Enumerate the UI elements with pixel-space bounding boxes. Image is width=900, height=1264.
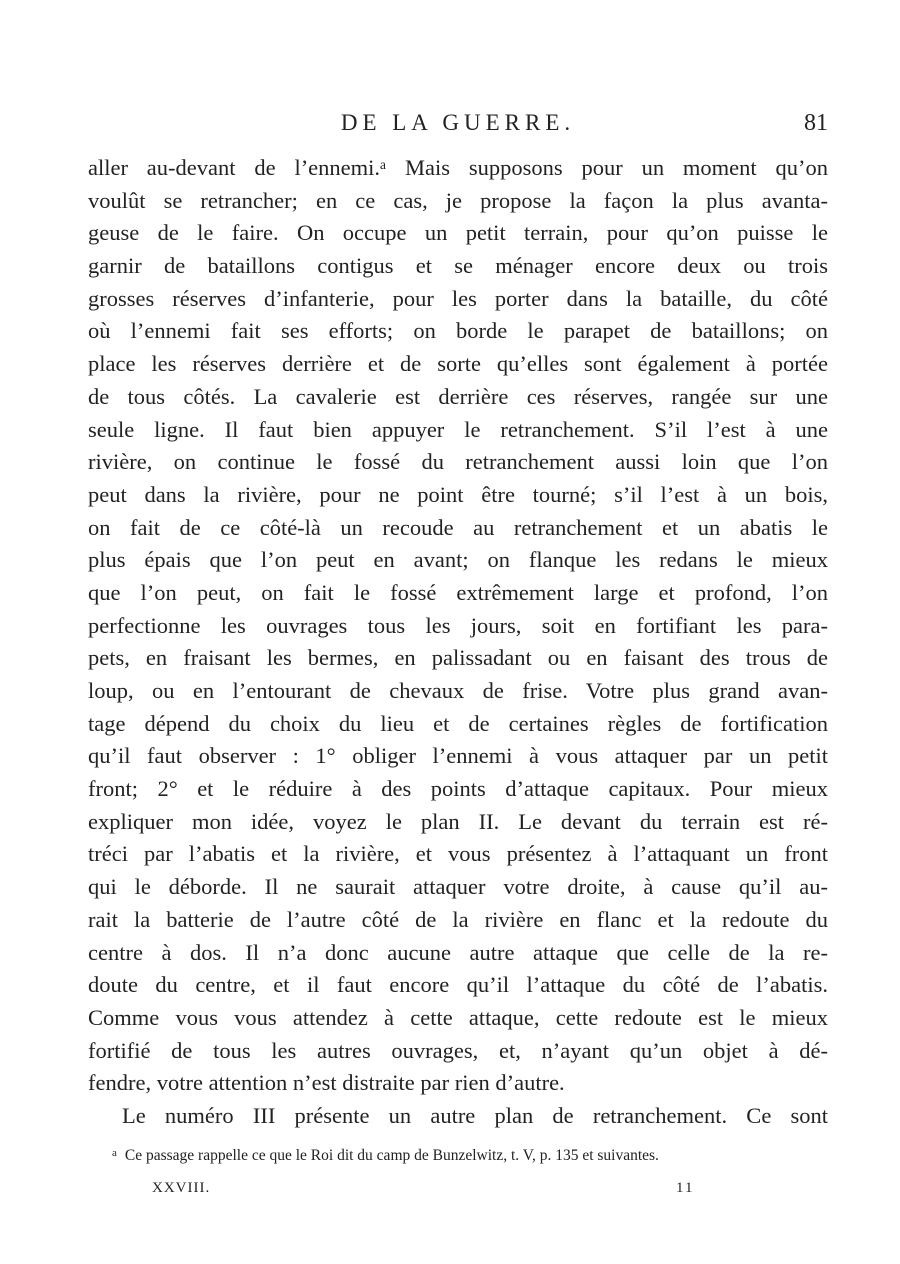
text-line: plus épais que l’on peut en avant; on flanque les redans le mieux [88,547,828,573]
text-line: geuse de le faire. On occupe un petit terrain, pour qu’on puisse le [88,220,828,246]
text-line: loup, ou en l’entourant de chevaux de frise. Votre plus grand avan- [88,678,828,703]
text-line: grosses réserves d’infanterie, pour les porter dans la bataille, du côté [88,285,828,311]
footnote-text: Ce passage rappelle ce que le Roi dit du camp de Bunzelwitz, t. V, p. 135 et suivantes. [124,1147,659,1164]
text-line: Comme vous vous attendez à cette attaque, cette redoute est le mieux [88,1004,828,1030]
text-line: voulût se retrancher; en ce cas, je propose la façon la plus avanta- [88,187,828,213]
text-line: peut dans la rivière, pour ne point être tourné; s’il l’est à un bois, [88,481,828,507]
text-line: perfectionne les ouvrages tous les jours, soit en fortifiant les para- [88,612,828,638]
text-line: rait la batterie de l’autre côté de la rivière en flanc et la redoute du [88,906,828,932]
text-line: tréci par l’abatis et la rivière, et vous présentez à l’attaquant un front [88,841,828,867]
text-line: garnir de bataillons contigus et se ménager encore deux ou trois [88,253,828,279]
text-line: centre à dos. Il n’a donc aucune autre attaque que celle de la re- [88,939,828,965]
text-line: front; 2° et le réduire à des points d’attaque capitaux. Pour mieux [88,776,828,802]
body-text [88,152,828,1133]
text-line: on fait de ce côté-là un recoude au retranchement et un abatis le [88,514,828,540]
text-line: aller au-devant de l’ennemi.ᵃ Mais supposons pour un moment qu’on [88,155,828,180]
page-header [88,108,828,142]
footnote-mark: a [112,1147,117,1159]
text-line: de tous côtés. La cavalerie est derrière ces réserves, rangée sur une [88,383,828,409]
text-line: qui le déborde. Il ne saurait attaquer votre droite, à cause qu’il au- [88,874,828,900]
text-line: expliquer mon idée, voyez le plan II. Le devant du terrain est ré- [88,808,828,834]
text-line: fortifié de tous les autres ouvrages, et, n’ayant qu’un objet à dé- [88,1037,828,1063]
text-line-paragraph-start: Le numéro III présente un autre plan de retranchement. Ce sont [122,1102,828,1128]
running-title: DE LA GUERRE. [340,110,576,135]
page-number: 81 [804,110,828,136]
volume-signature: XXVIII. [152,1180,211,1196]
text-line: tage dépend du choix du lieu et de certaines règles de fortification [88,710,828,736]
text-line: rivière, on continue le fossé du retranchement aussi loin que l’on [88,449,828,475]
text-line: fendre, votre attention n’est distraite par rien d’autre. [88,1070,565,1096]
text-line: qu’il faut observer : 1° obliger l’ennemi à vous attaquer par un petit [88,743,828,769]
footnote [112,1147,828,1165]
text-line: pets, en fraisant les bermes, en palissadant ou en faisant des trous de [88,645,828,671]
sheet-signature: 11 [676,1180,695,1196]
text-line: seule ligne. Il faut bien appuyer le retranchement. S’il l’est à une [88,416,828,442]
text-line: que l’on peut, on fait le fossé extrêmement large et profond, l’on [88,579,828,605]
text-line: place les réserves derrière et de sorte qu’elles sont également à portée [88,351,828,377]
text-line: doute du centre, et il faut encore qu’il l’attaque du côté de l’abatis. [88,972,828,998]
text-line: où l’ennemi fait ses efforts; on borde le parapet de bataillons; on [88,318,828,344]
